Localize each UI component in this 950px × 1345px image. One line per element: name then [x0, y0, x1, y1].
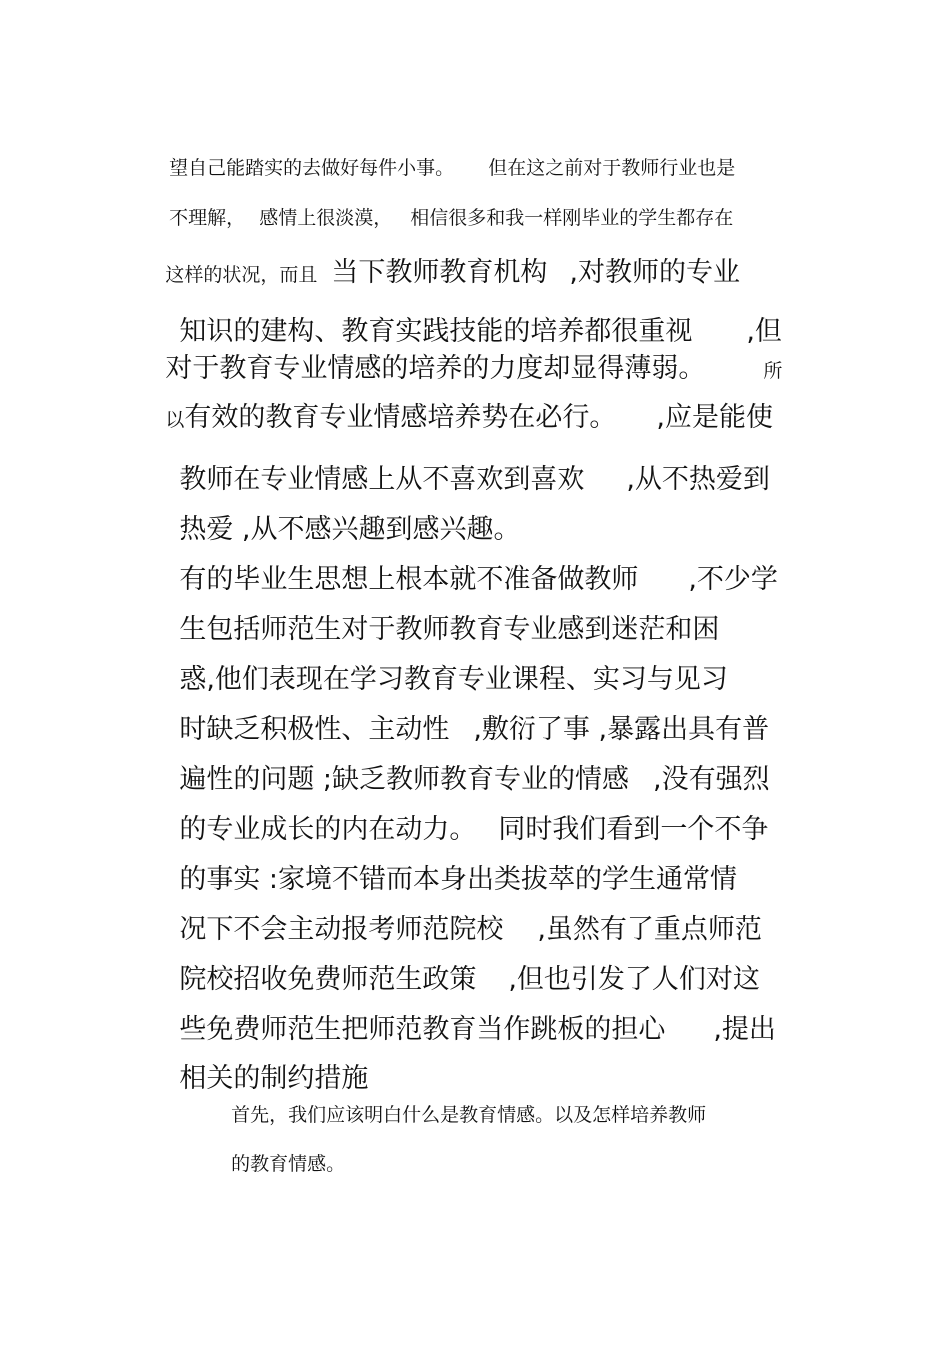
text-fragment: ,从不热爱到	[626, 464, 770, 495]
text-fragment: ,对教师的专业	[569, 257, 740, 288]
text-fragment: ,不少学	[688, 564, 778, 595]
text-fragment: 遍性的问题 ;缺乏教师教育专业的情感	[179, 764, 630, 795]
text-fragment: 首先，我们应该明白什么是教育情感。以及怎样培养教师	[231, 1104, 707, 1126]
text-fragment: 教师在专业情感上从不喜欢到喜欢	[179, 464, 585, 495]
text-fragment: ,但也引发了人们对这	[508, 964, 760, 995]
text-fragment: 生包括师范生对于教师教育专业感到迷茫和困	[179, 614, 720, 645]
text-fragment: 但在这之前对于教师行业也是	[488, 157, 736, 179]
text-fragment: 时缺乏积极性、主动性	[179, 714, 450, 745]
text-fragment: 对于教育专业情感的培养的力度却显得薄弱。	[165, 353, 706, 384]
text-fragment: 惑,他们表现在学习教育专业课程、实习与见习	[179, 664, 728, 695]
text-fragment: 些免费师范生把师范教育当作跳板的担心	[179, 1014, 666, 1045]
text-fragment: 所	[763, 360, 783, 382]
text-fragment: 况下不会主动报考师范院校	[179, 914, 504, 945]
text-fragment: ,但	[746, 316, 782, 347]
text-fragment: ,敷衍了事 ,暴露出具有普	[473, 714, 770, 745]
text-fragment: 院校招收免费师范生政策	[179, 964, 477, 995]
text-fragment: 热爱 ,从不感兴趣到感兴趣。	[179, 514, 521, 545]
text-line	[207, 1127, 345, 1198]
text-fragment: 的专业成长的内在动力。	[179, 814, 477, 845]
text-fragment: 望自己能踏实的去做好每件小事。	[169, 157, 455, 179]
text-fragment: ,应是能使	[656, 402, 773, 433]
text-fragment: 相关的制约措施	[179, 1063, 369, 1094]
text-fragment: 的事实 :家境不错而本身出类拔萃的学生通常情	[179, 864, 738, 895]
text-fragment: 知识的建构、教育实践技能的培养都很重视	[179, 316, 693, 347]
text-fragment: ,没有强烈	[653, 764, 770, 795]
text-fragment: 相信很多和我一样刚毕业的学生都存在	[410, 207, 734, 229]
text-fragment: 感情上很淡漠，	[259, 207, 393, 229]
text-fragment: 有的毕业生思想上根本就不准备做教师	[179, 564, 639, 595]
text-fragment: 有效的教育专业情感培养势在必行。	[184, 402, 617, 433]
text-fragment: 以	[165, 409, 185, 431]
text-fragment: 的教育情感。	[231, 1153, 346, 1175]
text-fragment: ,虽然有了重点师范	[537, 914, 762, 945]
text-fragment: ,提出	[713, 1014, 776, 1045]
text-fragment: 不理解，	[169, 207, 246, 229]
text-fragment: 当下教师教育机构	[331, 257, 548, 288]
text-fragment: 这样的状况，而且	[165, 264, 318, 286]
text-fragment: 同时我们看到一个不争	[498, 814, 769, 845]
